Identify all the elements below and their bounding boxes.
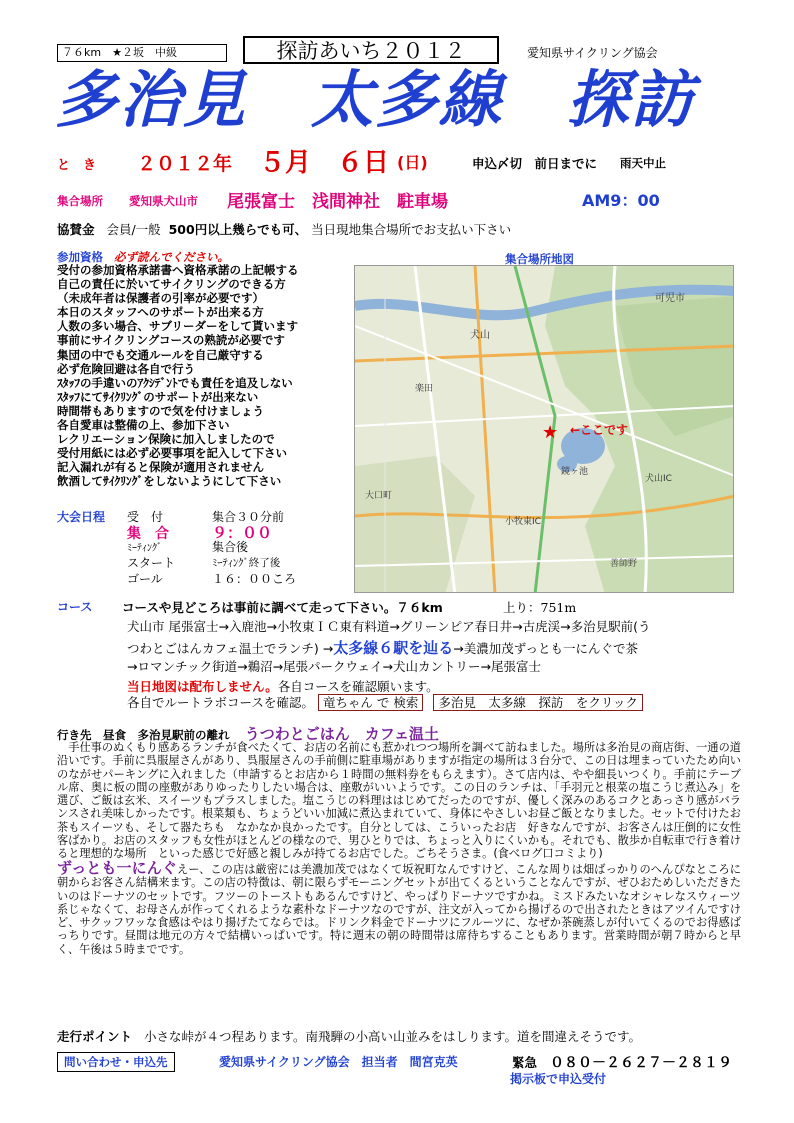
map-graphic [355,266,734,593]
grade-badge: ７６km ★２坂 中級 [57,44,227,62]
list-item: 受付の参加資格承諾書へ資格承諾の上記帳する [57,263,299,277]
list-item: 自己の責任に於いてサイクリングのできる方 [57,277,286,292]
star-marker-icon: ★ [542,422,559,443]
date-weekday: (日) [397,153,428,172]
meeting-time: AM9：00 [582,191,660,210]
course-intro: コースや見どころは事前に調べて走って下さい。７６km [122,600,443,615]
shop2-description [57,859,741,956]
list-item: 各自愛車は整備の上、参加下さい [57,418,230,433]
list-item: 本日のスタッフへのサポートが出来る方 [57,305,264,320]
schedule-item-name: スタート [127,556,176,570]
schedule-item-value: ﾐｰﾃｨﾝｸﾞ終了後 [212,557,281,569]
shop2-name: ずっとも一にんぐ [57,859,177,877]
list-item: レクリエーション保険に加入しましたので [57,432,275,447]
list-item: 飲酒してｻｲｸﾘﾝｸﾞをしないようにして下さい [57,474,282,489]
course-route-line: →ロマンチック街道→鵜沼→尾張パークウェイ→犬山カントリー→尾張富士 [127,659,541,674]
rain-cancel-text: 雨天中止 [620,156,666,170]
schedule-item-name: ﾐｰﾃｨﾝｸﾞ [127,543,162,554]
must-read-text: 必ず読んでください。 [113,250,229,264]
list-item: 受付用紙には必ず必要事項を記入して下さい [57,446,287,461]
point-label: 走行ポイント [57,1029,133,1044]
fee-row [57,220,511,238]
deadline-text: 申込〆切 前日までに [472,156,598,171]
destination-description: 手仕事のぬくもり感あるランチが食べたくて、お店の名前にも惹かれつつ場所を調べて訪ねました。場所は多治見の商店街、一通の道沿いです。手前に呉服屋さんがあり、呉服屋さんの手前側に駐車場がありますが指定の場所は３台分で、この日は埋まっていたため向いのながせパーキングに入れました（申請するとお店から１時間の無料券をもらえます）。さて店内は、やや細長いつくり。手前にテーブル席、奥に板の間の座敷がありゆったりしたい場合は、座敷がいいようです。この日のランチは、「手羽元と根菜の塩こうじ煮込み」を選び、ご飯は玄米、スイーツもプラスしました。塩こうじの料理ははじめてだったのですが、優しく深みのあるコクとあっさり感がバランスされ美味しかったです。根菜類も、ちょうどいい加減に煮込まれていて、身体にやさしいお昼ご飯となりました。セットで付けたお茶もスイーツも、そして器たちも なかなか良かったです。自分としては、こういったお店 好きなんですが、お客さんは圧倒的に女性客ばかり。お店のスタッフも女性がほとんどの様なので、男ひとりでは、ちょっと入りにくいかも。それでも、散歩か自転車で行き着けると理想的な場所 といった感じで好感と親しみが持てるお店でした。ごちそうさま。(食べログ口コミより) [57,741,741,861]
fee-label: 協賛金 [57,222,95,237]
meeting-map [354,265,734,593]
series-title: 探訪あいち２０１２ [243,36,499,64]
course-climb: 上り：751m [503,600,577,615]
map-marker-text: ←ここです [570,423,629,437]
confirm-text: 各自コースを確認願います。 [277,679,439,694]
map-label: 集合場所地図 [505,252,574,266]
map-place-label: 善師野 [610,559,638,569]
qualification-title: 参加資格 [57,250,103,264]
schedule-item-name: 集 合 [127,526,169,542]
route-lab-row [127,693,643,711]
schedule-item-value: １６：００ころ [212,572,297,586]
schedule-item-value: 集合３０分前 [212,510,285,524]
list-item: 必ず危険回避は各自で行う [57,361,195,376]
map-place-label: 犬山IC [645,474,672,484]
map-place-label: 楽田 [415,384,434,394]
schedule-item-name: ゴール [127,572,163,586]
fee-amount: 500円以上幾らでも可、 [168,222,308,237]
course-route-text: つわとごはんカフェ温土でランチ) → [127,641,334,656]
course-route-line: 犬山市 尾張富士→入鹿池→小牧東ＩＣ東有料道→グリーンピア春日井→古虎渓→多治見駅前(う [127,619,651,634]
map-place-label: 鏡ヶ池 [561,467,589,477]
point-text: 小さな峠が４つ程あります。南飛騨の小高い山並みをはしります。道を間違えそうです。 [143,1029,641,1044]
map-place-label: 犬山 [470,330,490,341]
route-lab-text: 各自でルートラボコースを確認。 [127,695,314,710]
map-place-label: 可児市 [655,293,685,304]
map-place-label: 小牧東IC [505,517,541,527]
page-title: 多治見 太多線 探訪 [55,63,696,136]
list-item: 記入漏れが有ると保険が適用されません [57,460,264,475]
date-row [57,146,777,176]
shop2-text: えー、この店は厳密には美濃加茂ではなくて坂祝町なんですけど、こんな周りは畑ばっかりのへんぴなところに朝からお客さん結構来ます。この店の特徴は、朝に限らずモーニングセットが出てくるということなんですが、ぜひおためしいただきたいのはドーナツのセットです。フツーのトーストもあるんですけど、やっぱりドーナツですかね。ミスドみたいなオシャレなスウィーツ系じゃなくて、お母さんが作ってくれるような素朴なドーナツなのですが、注文が入ってから揚げるので出されたときはアツイんですけど、サクッフワッな食感はやはり揚げたてならでは。ドリンク料金でドーナツにフルーツに、なぜか茶碗蒸しが付いてくるのでお得感ばっちりです。昼間は地元の方々で結構いっぱいです。特に週末の朝の時間帯は席待ちすることもあります。営業時間が朝７時からと早く、午後は５時までです。 [57,863,741,956]
list-item: 時間帯もありますので気を付けましょう [57,403,264,418]
list-item: 事前にサイクリングコースの熟読が必要です [57,333,285,348]
course-label: コース [57,600,93,614]
list-item: ｽﾀｯﾌにてｻｲｸﾘﾝｸﾞのサポートが出来ない [57,389,259,404]
list-item: 集団の中でも交通ルールを自己厳守する [57,347,264,362]
list-item: 人数の多い場合、サブリーダーをして貰います [57,319,299,334]
search-button[interactable]: 竜ちゃん で 検索 [318,694,423,711]
contact-row [57,1052,757,1072]
meeting-label: 集合場所 [57,194,103,208]
board-notice: 掲示板で申込受付 [510,1072,607,1086]
list-item: （未成年者は保護者の引率が必要です） [57,291,264,306]
date-year: ２０１２年 [137,153,233,175]
date-month: ５月 [259,148,312,178]
qualification-list [57,263,357,489]
date-label: と き [57,158,97,173]
schedule-item-value: ９：００ [212,524,273,542]
point-row [57,1027,641,1045]
schedule-title: 大会日程 [57,510,106,524]
schedule-item-name: 受 付 [127,510,164,524]
course-route-line [127,637,638,658]
fee-note: 当日現地集合場所でお支払い下さい [311,222,512,237]
destination-label: 行き先 昼食 多治見駅前の離れ [57,728,230,742]
fee-member-text: 会員/一般 [106,222,161,237]
course-highlight: 太多線６駅を辿る [333,639,454,657]
contact-org: 愛知県サイクリング協会 担当者 間宮克英 [219,1055,458,1069]
course-route-text: →美濃加茂ずっとも一にんぐで茶 [453,641,638,656]
meeting-city: 愛知県犬山市 [129,194,198,208]
destination-shop: うつわとごはん カフェ温土 [244,725,440,743]
meeting-place: 尾張富士 浅間神社 駐車場 [227,192,448,212]
contact-label: 問い合わせ・申込先 [57,1052,175,1072]
map-place-label: 大口町 [365,491,393,501]
schedule-item-value: 集合後 [212,540,249,554]
no-map-notice: 当日地図は配布しません。 [127,679,278,694]
meeting-row [57,187,777,213]
phone-number: ０８０－２６２７－２８１９ [550,1055,732,1071]
list-item: ｽﾀｯﾌの手違いのｱｸｼﾃﾞﾝﾄでも責任を追及しない [57,375,293,390]
click-course-button[interactable]: 多治見 太多線 探訪 をクリック [433,694,643,711]
date-day: ６日 [337,148,390,178]
phone-label: 緊急 [512,1055,538,1070]
organizer-name: 愛知県サイクリング協会 [527,46,658,60]
